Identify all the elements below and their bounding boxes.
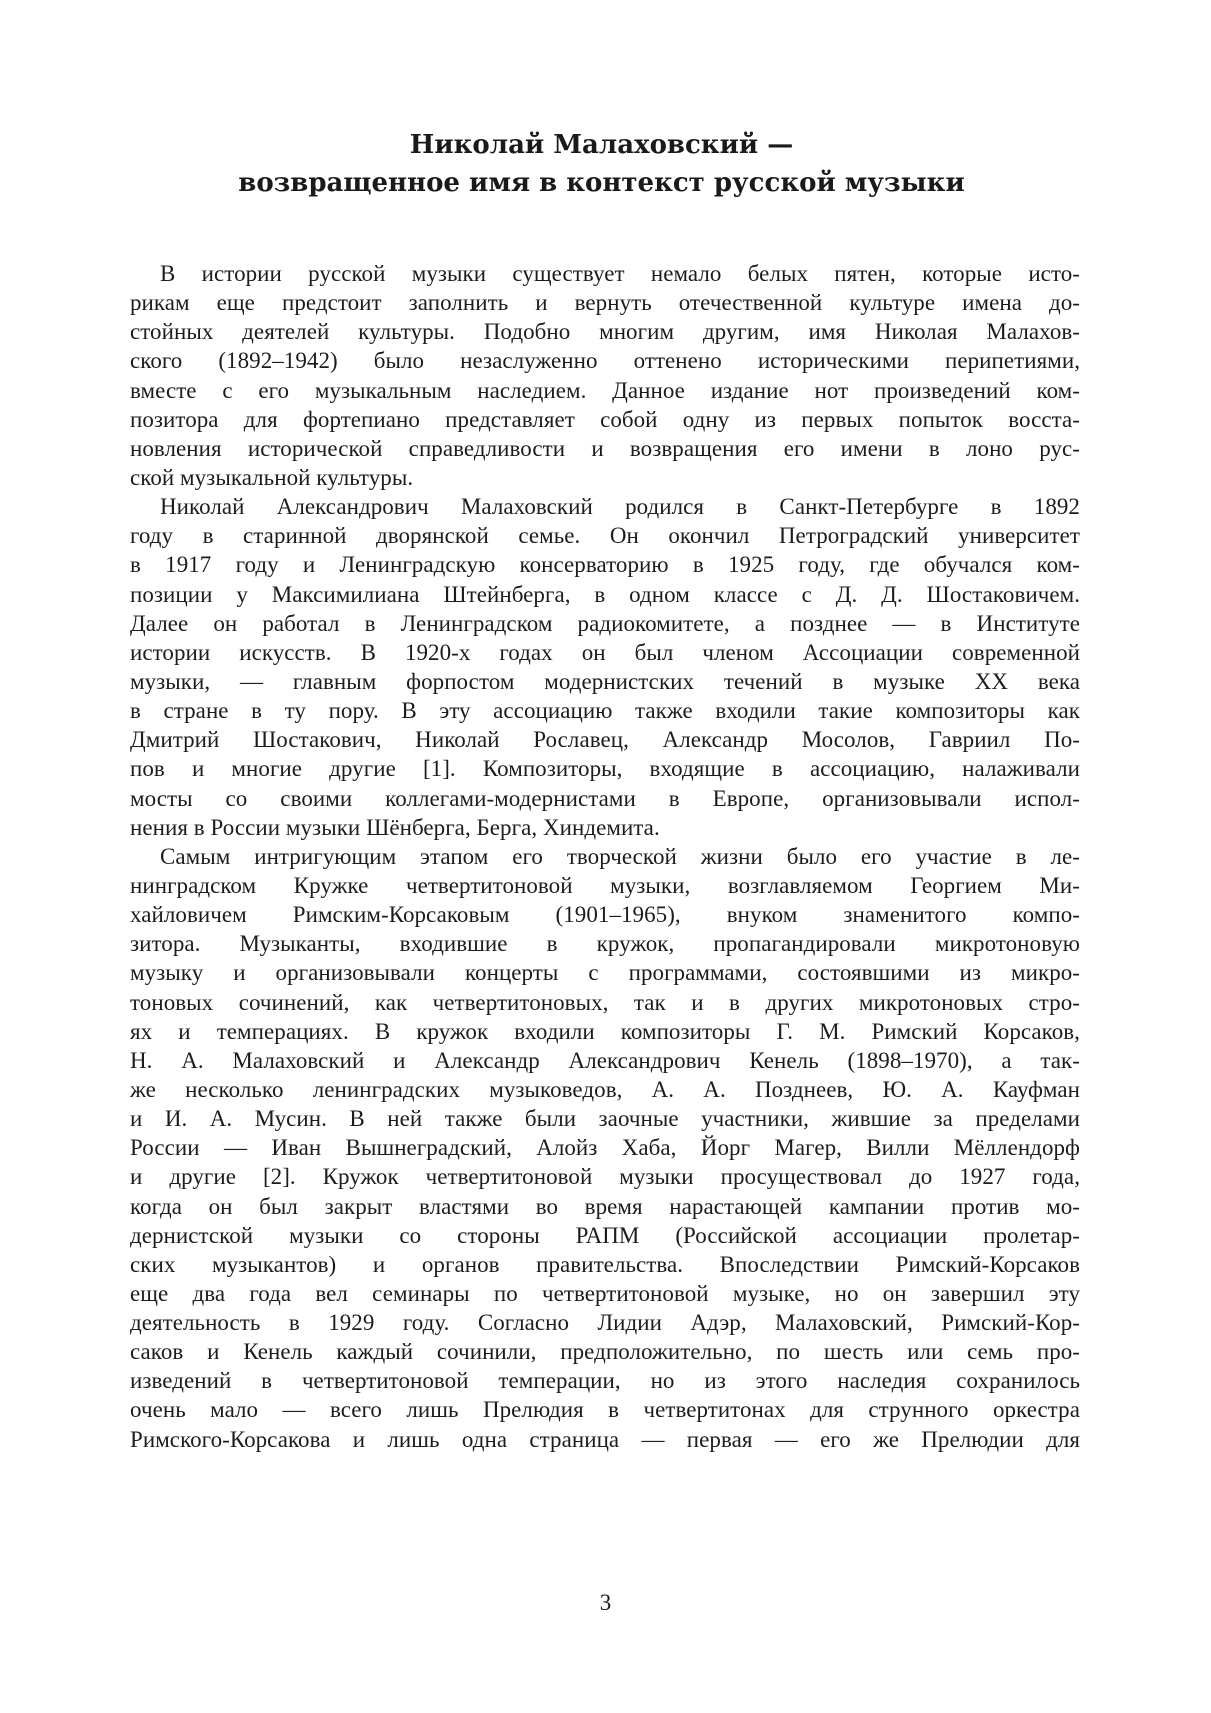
text-line: новления исторической справедливости и возвращения его имени в лоно рус-	[130, 435, 1080, 461]
text-line: еще два года вел семинары по четвертитоновой музыке, но он завершил эту	[130, 1280, 1080, 1306]
text-line: изведений в четвертитоновой темперации, но из этого наследия сохранилось	[130, 1368, 1080, 1394]
text-line: тоновых сочинений, как четвертитоновых, так и в других микротоновых стро-	[130, 989, 1080, 1015]
paragraph	[130, 492, 1080, 842]
title-line: Николай Малаховский —	[409, 130, 794, 160]
text-line: музыки, — главным форпостом модернистских течений в музыке ХХ века	[130, 668, 1080, 694]
text-line: позиции у Максимилиана Штейнберга, в одном классе с Д. Д. Шостаковичем.	[130, 581, 1080, 607]
text-line: зитора. Музыканты, входившие в кружок, пропагандировали микротоновую	[130, 931, 1080, 957]
text-line: ских музыкантов) и органов правительства. Впоследствии Римский-Корсаков	[130, 1251, 1080, 1277]
title-line: возвращенное имя в контекст русской музыки	[238, 168, 965, 198]
text-line: в стране в ту пору. В эту ассоциацию также входили такие композиторы как	[130, 698, 1080, 724]
text-line: саков и Кенель каждый сочинили, предположительно, по шесть или семь про-	[130, 1339, 1080, 1365]
text-line: ского (1892–1942) было незаслуженно оттенено историческими перипетиями,	[130, 348, 1080, 374]
text-line: Римского-Корсакова и лишь одна страница — первая — его же Прелюдии для	[130, 1426, 1080, 1452]
text-line: когда он был закрыт властями во время нарастающей кампании против мо-	[130, 1193, 1080, 1219]
text-line: истории искусств. В 1920-х годах он был членом Ассоциации современной	[130, 639, 1080, 665]
text-line: деятельность в 1929 году. Согласно Лидии Адэр, Малаховский, Римский-Кор-	[130, 1310, 1080, 1336]
page-number: 3	[599, 1590, 612, 1615]
text-line: Далее он работал в Ленинградском радиокомитете, а позднее — в Институте	[130, 610, 1080, 636]
text-line: хайловичем Римским-Корсаковым (1901–1965), внуком знаменитого компо-	[130, 902, 1080, 928]
text-line: в 1917 году и Ленинградскую консерваторию в 1925 году, где обучался ком-	[130, 552, 1080, 578]
text-line: Самым интригующим этапом его творческой жизни было его участие в ле-	[160, 843, 1080, 869]
text-line: мосты со своими коллегами-модернистами в Европе, организовывали испол-	[130, 785, 1080, 811]
paragraph	[130, 259, 1080, 492]
text-line: ях и темперациях. В кружок входили композиторы Г. М. Римский Корсаков,	[130, 1018, 1080, 1044]
text-line: Н. А. Малаховский и Александр Александрович Кенель (1898–1970), а так-	[130, 1047, 1080, 1073]
text-line: стойных деятелей культуры. Подобно многим другим, имя Николая Малахов-	[130, 319, 1080, 345]
text-line: Николай Александрович Малаховский родился в Санкт-Петербурге в 1892	[160, 494, 1080, 520]
text-line: вместе с его музыкальным наследием. Данное издание нот произведений ком-	[130, 377, 1080, 403]
text-line: и И. А. Мусин. В ней также были заочные участники, жившие за пределами	[130, 1106, 1080, 1132]
text-line: нения в России музыки Шёнберга, Берга, Хиндемита.	[130, 814, 660, 840]
text-line: нинградском Кружке четвертитоновой музыки, возглавляемом Георгием Ми-	[130, 872, 1080, 898]
text-line: году в старинной дворянской семье. Он окончил Петроградский университет	[130, 523, 1080, 549]
text-line: пов и многие другие [1]. Композиторы, входящие в ассоциацию, налаживали	[130, 756, 1080, 782]
text-line: ской музыкальной культуры.	[130, 464, 414, 490]
text-line: очень мало — всего лишь Прелюдия в четвертитонах для струнного оркестра	[130, 1397, 1080, 1423]
text-line: и другие [2]. Кружок четвертитоновой музыки просуществовал до 1927 года,	[130, 1164, 1080, 1190]
text-line: дернистской музыки со стороны РАПМ (Российской ассоциации пролетар-	[130, 1222, 1080, 1248]
text-line: В истории русской музыки существует немало белых пятен, которые исто-	[160, 261, 1080, 286]
body-text	[130, 259, 1080, 1454]
page-title	[120, 126, 1083, 202]
text-line: позитора для фортепиано представляет собой одну из первых попыток восста-	[130, 406, 1080, 432]
text-line: же несколько ленинградских музыковедов, А. А. Позднеев, Ю. А. Кауфман	[130, 1076, 1080, 1102]
paragraph	[130, 842, 1080, 1454]
text-line: России — Иван Вышнеградский, Алойз Хаба, Йорг Магер, Вилли Мёллендорф	[130, 1135, 1080, 1161]
text-line: Дмитрий Шостакович, Николай Рославец, Александр Мосолов, Гавриил По-	[130, 727, 1080, 753]
text-line: музыку и организовывали концерты с программами, состоявшими из микро-	[130, 960, 1080, 986]
text-line: рикам еще предстоит заполнить и вернуть отечественной культуре имена до-	[130, 290, 1080, 316]
